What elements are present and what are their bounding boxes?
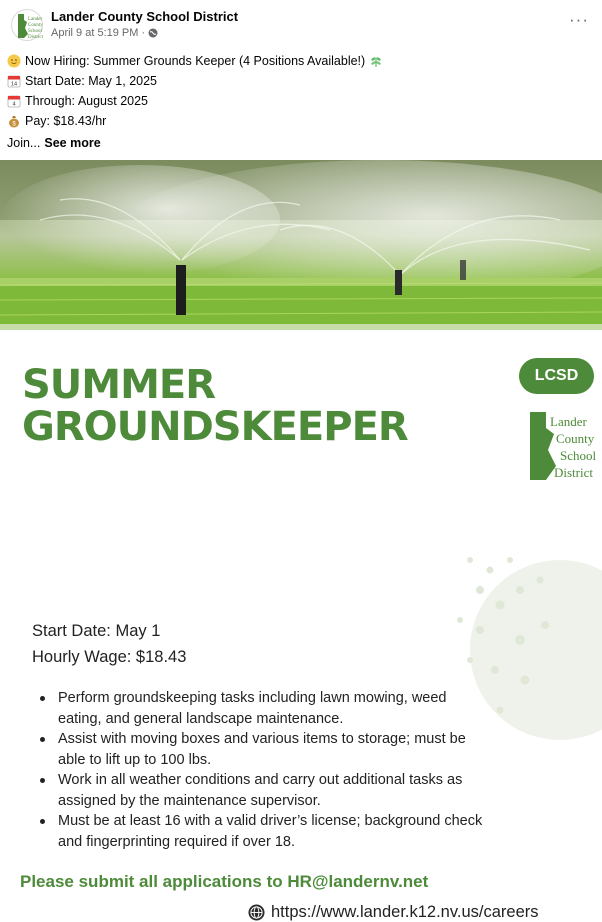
duties-list bbox=[38, 688, 488, 852]
svg-text:School: School bbox=[28, 29, 42, 34]
meta-separator: · bbox=[141, 27, 146, 39]
post-timestamp[interactable]: April 9 at 5:19 PM bbox=[51, 27, 139, 39]
svg-text:$: $ bbox=[12, 121, 16, 128]
sprinkler-photo bbox=[0, 160, 602, 330]
svg-text:Lander: Lander bbox=[28, 17, 43, 22]
lcsd-badge: LCSD bbox=[519, 358, 594, 394]
svg-text:4: 4 bbox=[12, 101, 16, 108]
careers-url bbox=[248, 903, 539, 922]
post-line-text: Pay: $18.43/hr bbox=[25, 114, 107, 128]
post-image[interactable] bbox=[0, 160, 602, 921]
flyer-title-line2: GROUNDSKEEPER bbox=[22, 404, 408, 450]
hourly-wage: Hourly Wage: $18.43 bbox=[32, 648, 187, 666]
svg-text:County: County bbox=[28, 23, 43, 28]
see-more-link[interactable]: See more bbox=[44, 136, 101, 150]
logo-word: Lander bbox=[550, 414, 587, 429]
post-line bbox=[7, 51, 383, 71]
calendar-emoji-icon bbox=[7, 94, 21, 108]
page-name[interactable]: Lander County School District bbox=[51, 9, 239, 24]
post-meta bbox=[51, 27, 158, 39]
more-options-button[interactable]: ··· bbox=[569, 10, 589, 29]
svg-text:District: District bbox=[28, 35, 43, 40]
logo-word: District bbox=[554, 465, 593, 480]
logo-word: School bbox=[560, 448, 597, 463]
money-bag-emoji-icon bbox=[7, 114, 21, 128]
post-line-text: Start Date: May 1, 2025 bbox=[25, 74, 158, 88]
list-item: Perform groundskeeping tasks including lawn mowing, weed eating, and general landscape maintenance. bbox=[38, 688, 488, 729]
careers-url-text: https://www.lander.k12.nv.us/careers bbox=[271, 903, 539, 921]
post-header bbox=[0, 0, 602, 44]
district-logo-icon bbox=[520, 410, 600, 486]
job-flyer bbox=[0, 330, 602, 921]
page-avatar[interactable] bbox=[11, 9, 43, 41]
smile-emoji-icon bbox=[7, 54, 21, 68]
svg-text:14: 14 bbox=[10, 81, 18, 88]
list-item: Must be at least 16 with a valid driver’s license; background check and fingerprinting required if over 18. bbox=[38, 811, 488, 852]
post-line bbox=[7, 91, 383, 111]
flyer-title-line1: SUMMER bbox=[22, 362, 216, 408]
flyer-title bbox=[22, 364, 408, 448]
post-line bbox=[7, 71, 383, 91]
list-item: Work in all weather conditions and carry out additional tasks as assigned by the maintenance supervisor. bbox=[38, 770, 488, 811]
herb-emoji-icon bbox=[369, 54, 383, 68]
calendar-emoji-icon bbox=[7, 74, 21, 88]
post-line-text: Through: August 2025 bbox=[25, 94, 149, 108]
start-date: Start Date: May 1 bbox=[32, 622, 161, 640]
post-line bbox=[7, 111, 383, 131]
job-details bbox=[32, 618, 186, 670]
globe-icon bbox=[248, 904, 265, 921]
truncated-text: Join... bbox=[7, 136, 41, 150]
post-line bbox=[7, 133, 383, 153]
list-item: Assist with moving boxes and various items to storage; must be able to lift up to 100 lbs. bbox=[38, 729, 488, 770]
post-text bbox=[7, 51, 383, 153]
post-line-text: Now Hiring: Summer Grounds Keeper (4 Positions Available!) bbox=[25, 54, 366, 68]
district-logo-icon bbox=[12, 10, 44, 42]
logo-word: County bbox=[556, 431, 595, 446]
globe-icon bbox=[148, 28, 158, 38]
submit-instructions: Please submit all applications to HR@landernv.net bbox=[20, 872, 429, 891]
